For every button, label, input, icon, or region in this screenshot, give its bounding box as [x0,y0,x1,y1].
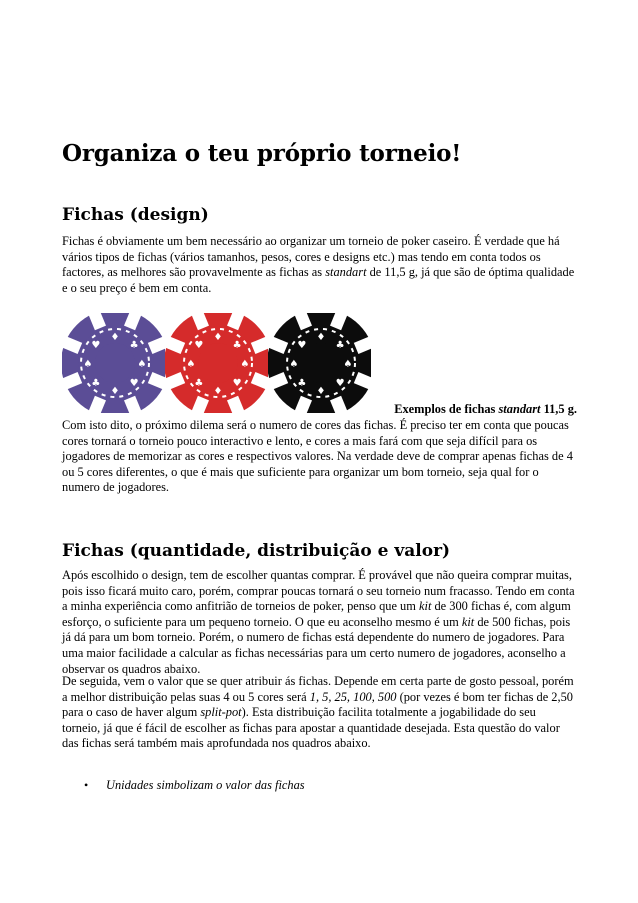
svg-text:♥: ♥ [297,339,307,351]
svg-text:♦: ♦ [110,386,120,397]
image-caption: Exemplos de fichas standart 11,5 g. [394,402,577,416]
svg-text:♦: ♦ [110,332,120,343]
svg-text:♠: ♠ [289,359,299,370]
chip-images [62,313,577,413]
svg-text:♠: ♠ [343,359,353,370]
red-chip-icon [165,313,268,413]
svg-text:♣: ♣ [335,339,345,351]
red-chip-image [165,313,268,413]
svg-text:♥: ♥ [194,339,204,351]
paragraph-design-intro: Fichas é obviamente um bem necessário ao organizar um torneio de poker caseiro. É verdade que há vários tipos de fichas (vários tamanhos, pesos, cores e designs etc.) mas tendo em conta todos os factores, as melhores são provavelmente as fichas as standart de 11,5 g, já que são de óptima qualidade e o seu preço é bem em conta. [62,234,575,295]
svg-text:♠: ♠ [83,359,93,370]
svg-text:♦: ♦ [316,332,326,343]
svg-text:♠: ♠ [240,359,250,370]
list-item-text: Unidades simbolizam o valor das fichas [106,778,305,792]
section-heading-design: Fichas (design) [62,205,209,225]
black-chip-icon [268,313,371,413]
svg-text:♦: ♦ [213,332,223,343]
bullet-icon: • [84,778,89,792]
paragraph-quantity: Após escolhido o design, tem de escolher quantas comprar. É provável que não queira comprar muitas, pois isso ficará muito caro, porém, comprar poucas tornará o seu torneio num fracasso. Tendo em conta a minha experiência como anfitrião de torneios de poker, penso que um kit de 300 fichas é, com algum esforço, o suficiente para um pequeno torneio. O que eu aconselho mesmo é um kit de 500 fichas, pois já dá para um bom torneio. Porém, o numero de fichas está dependente do numero de jogadores. Para uma maior facilidade a calcular as fichas necessárias para um certo numero de jogadores, aconselho a observar os quadros abaixo. [62,568,575,676]
svg-text:♣: ♣ [194,378,204,390]
svg-text:♦: ♦ [316,386,326,397]
svg-text:♠: ♠ [137,359,147,370]
svg-text:♣: ♣ [232,339,242,351]
svg-text:♥: ♥ [129,378,139,390]
black-chip-image [268,313,371,413]
svg-text:♣: ♣ [91,378,101,390]
svg-text:♦: ♦ [213,386,223,397]
svg-text:♣: ♣ [297,378,307,390]
svg-text:♥: ♥ [335,378,345,390]
purple-chip-icon [62,313,165,413]
svg-text:♣: ♣ [129,339,139,351]
section-heading-quantity: Fichas (quantidade, distribuição e valor) [62,541,451,561]
page-title: Organiza o teu próprio torneio! [62,140,462,167]
paragraph-colors: Com isto dito, o próximo dilema será o numero de cores das fichas. É preciso ter em conta que poucas cores tornará o torneio pouco interactivo e lento, e cores a mais fará com que seja difícil para os jogadores de memorizar as cores e respectivos valores. Na verdade deve de comprar apenas fichas de 4 ou 5 cores diferentes, o que é mais que suficiente para organizar um bom torneio, seja qual for o numero de jogadores. [62,418,573,495]
purple-chip-image [62,313,165,413]
svg-text:♠: ♠ [186,359,196,370]
svg-text:♥: ♥ [232,378,242,390]
svg-text:♥: ♥ [91,339,101,351]
paragraph-value: De seguida, vem o valor que se quer atribuir ás fichas. Depende em certa parte de gosto pessoal, porém a melhor distribuição pelas suas 4 ou 5 cores será 1, 5, 25, 100, 500 (por vezes é bom ter fichas de 2,50 para o caso de haver algum split-pot). Esta distribuição facilita totalmente a jogabilidade do seu torneio, já que é fácil de escolher as fichas para apostar a quantidade desejada. Esta questão do valor das fichas será também mais aprofundada nos quadros abaixo. [62,674,574,751]
